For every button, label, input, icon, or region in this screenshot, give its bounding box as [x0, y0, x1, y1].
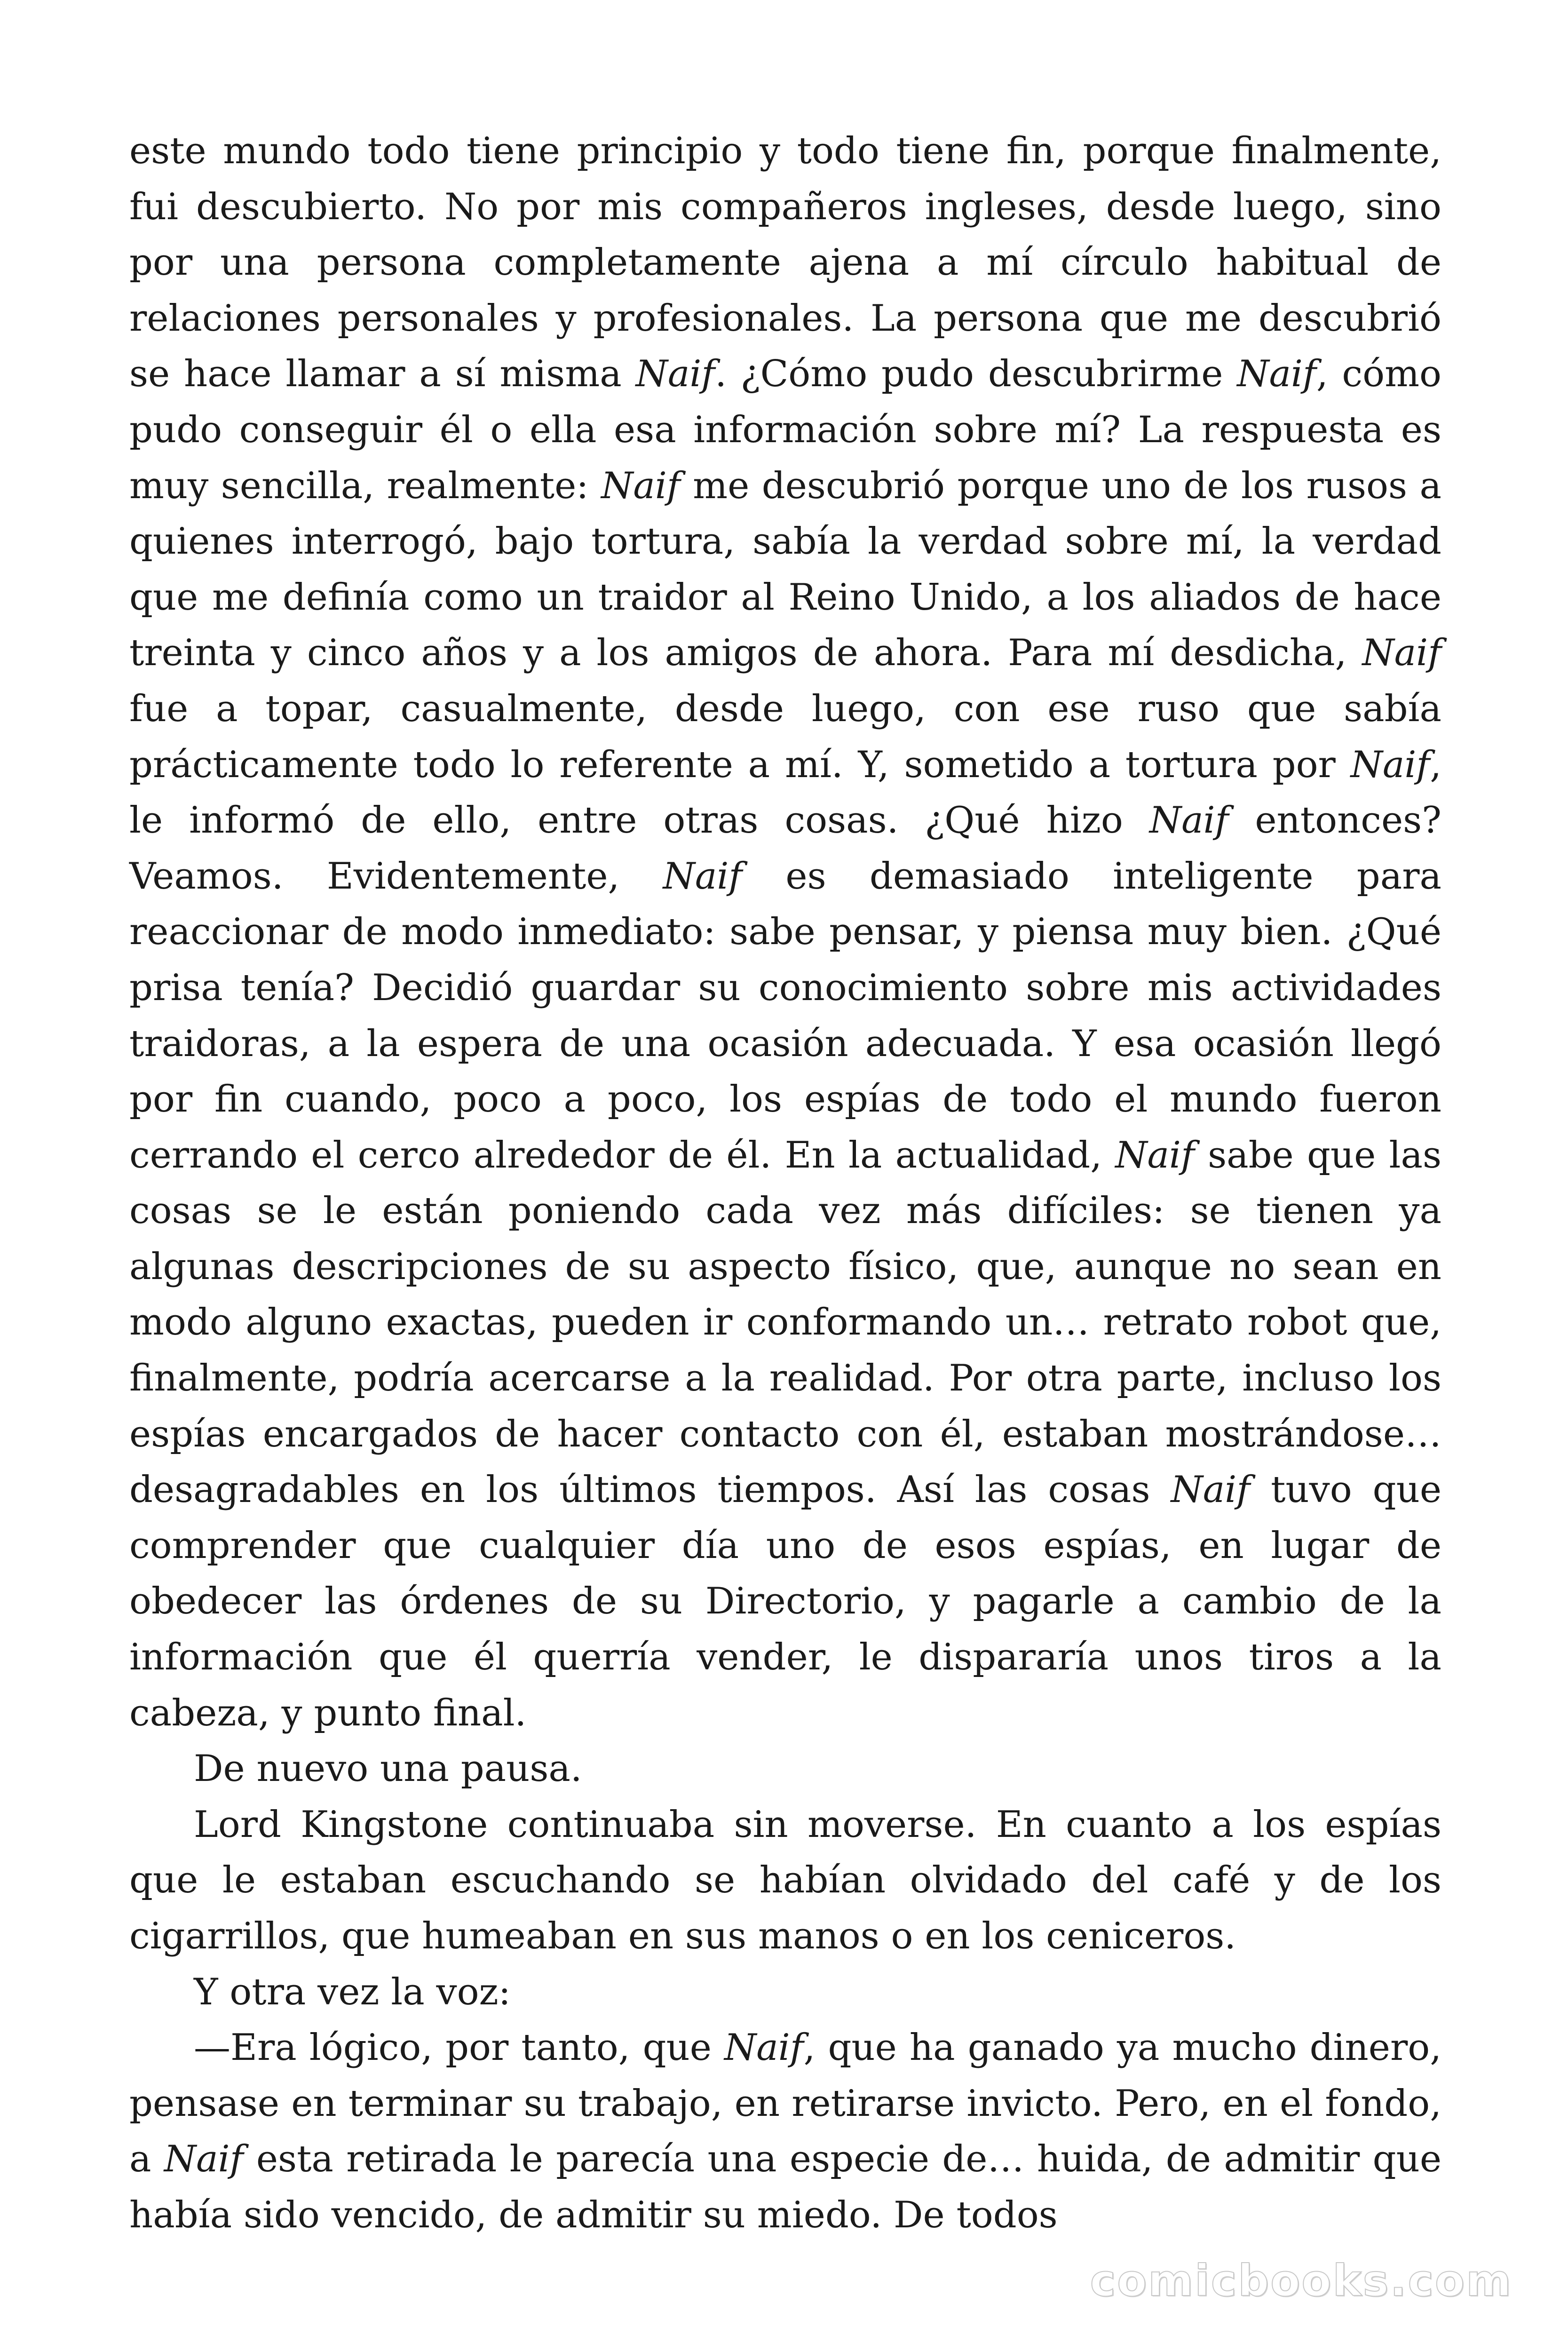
text-run: , cómo pudo conseguir él o ella esa información sobre mí? La respuesta es muy sencilla, realmente:	[129, 353, 1441, 507]
page-body	[129, 123, 1441, 2243]
italic-name: Naif	[1171, 1469, 1251, 1511]
text-run: , le informó de ello, entre otras cosas. ¿Qué hizo	[129, 743, 1441, 842]
paragraph	[129, 1797, 1441, 1964]
text-run: entonces? Veamos. Evidentemente,	[129, 799, 1442, 898]
italic-name: Naif	[1237, 353, 1316, 396]
paragraph	[129, 2020, 1441, 2243]
text-run: Y otra vez la voz:	[194, 1971, 511, 2013]
paragraph	[129, 1964, 1441, 2020]
text-run: fue a topar, casualmente, desde luego, con ese ruso que sabía prácticamente todo lo referente a mí. Y, sometido a tortura por	[129, 687, 1441, 786]
text-run: este mundo todo tiene principio y todo tiene fin, porque finalmente, fui descubierto. No por mis compañeros ingleses, desde luego, sino por una persona completamente ajena a mí círculo habitual de relaciones personales y profesionales. La persona que me descubrió se hace llamar a sí misma	[129, 130, 1441, 396]
text-run: De nuevo una pausa.	[194, 1748, 582, 1790]
text-run: , que ha ganado ya mucho dinero, pensase en terminar su trabajo, en retirarse invicto. Pero, en el fondo, a	[129, 2026, 1441, 2181]
italic-name: Naif	[635, 353, 715, 396]
italic-name: Naif	[724, 2026, 804, 2069]
italic-name: Naif	[601, 464, 681, 507]
text-run: sabe que las cosas se le están poniendo cada vez más difíciles: se tienen ya algunas descripciones de su aspecto físico, que, aunque no sean en modo alguno exactas, pueden ir conformando un… retrato robot que, finalmente, podría acercarse a la realidad. Por otra parte, incluso los espías encargados de hacer contacto con él, estaban mostrándose… desagradables en los últimos tiempos. Así las cosas	[129, 1134, 1441, 1511]
paragraph	[129, 1741, 1441, 1797]
text-run: es demasiado inteligente para reaccionar de modo inmediato: sabe pensar, y piensa muy bien. ¿Qué prisa tenía? Decidió guardar su conocimiento sobre mis actividades traidoras, a la espera de una ocasión adecuada. Y esa ocasión llegó por fin cuando, poco a poco, los espías de todo el mundo fueron cerrando el cerco alrededor de él. En la actualidad,	[129, 855, 1442, 1176]
italic-name: Naif	[164, 2138, 244, 2181]
italic-name: Naif	[663, 855, 743, 898]
watermark: comicbooks.com	[1090, 2256, 1513, 2306]
text-run: —Era lógico, por tanto, que	[194, 2026, 725, 2069]
italic-name: Naif	[1362, 632, 1441, 675]
text-run: me descubrió porque uno de los rusos a quienes interrogó, bajo tortura, sabía la verdad sobre mí, la verdad que me definía como un traidor al Reino Unido, a los aliados de hace treinta y cinco años y a los amigos de ahora. Para mí desdicha,	[129, 464, 1441, 675]
text-run: Lord Kingstone continuaba sin moverse. En cuanto a los espías que le estaban escuchando se habían olvidado del café y de los cigarrillos, que humeaban en sus manos o en los ceniceros.	[129, 1803, 1441, 1957]
italic-name: Naif	[1115, 1134, 1195, 1176]
italic-name: Naif	[1149, 799, 1229, 842]
text-run: . ¿Cómo pudo descubrirme	[715, 353, 1237, 396]
italic-name: Naif	[1350, 743, 1430, 786]
text-run: esta retirada le parecía una especie de… huida, de admitir que había sido vencido, de admitir su miedo. De todos	[129, 2138, 1442, 2236]
text-run: tuvo que comprender que cualquier día uno de esos espías, en lugar de obedecer las órdenes de su Directorio, y pagarle a cambio de la información que él querría vender, le dispararía unos tiros a la cabeza, y punto final.	[129, 1469, 1441, 1734]
paragraph	[129, 123, 1441, 1741]
